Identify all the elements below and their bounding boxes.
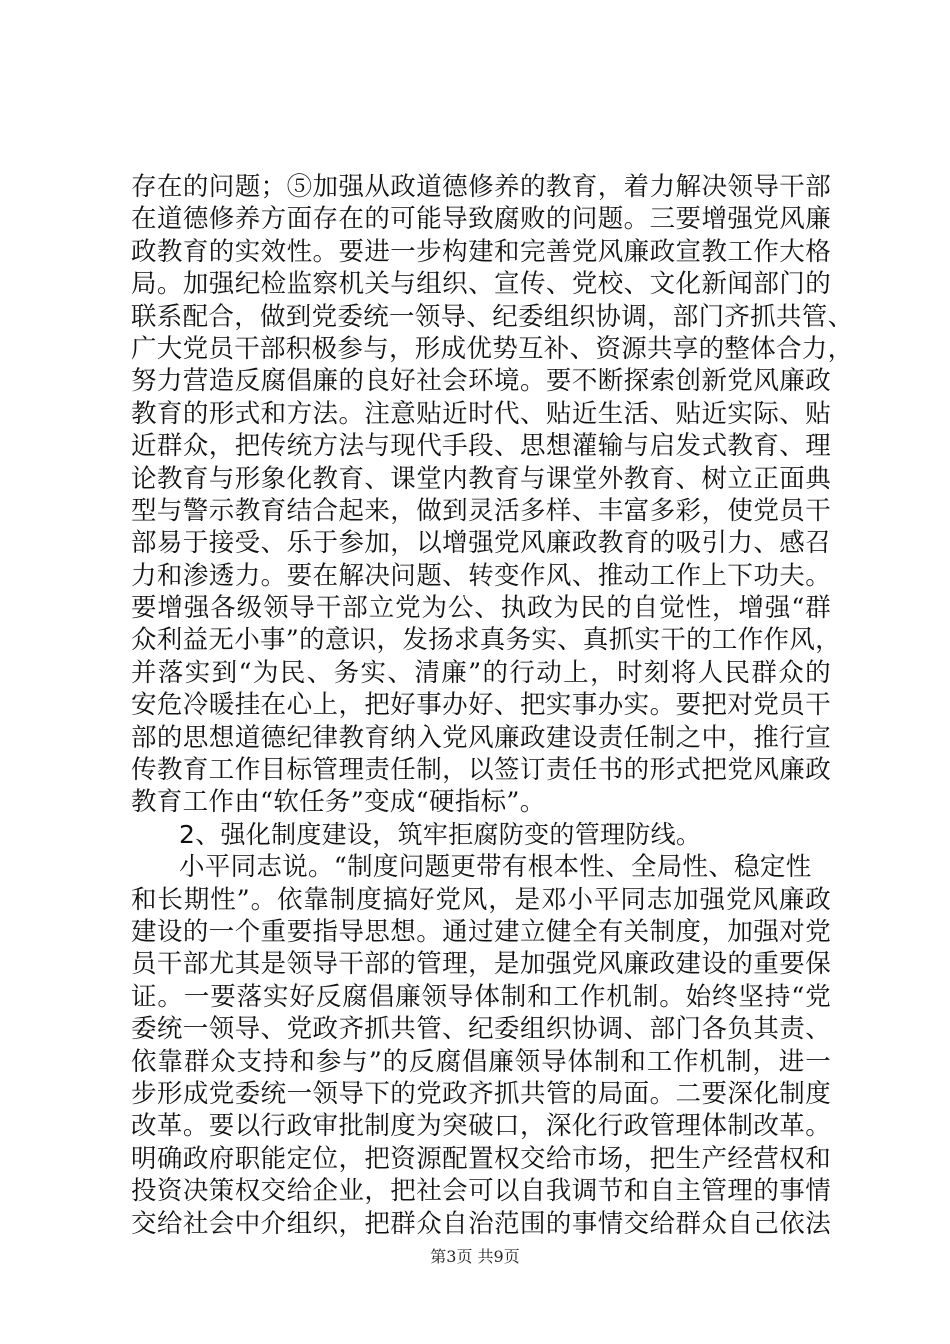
paragraph-line: 教育的形式和方法。注意贴近时代、贴近生活、贴近实际、贴 bbox=[131, 398, 831, 429]
paragraph-line: 传教育工作目标管理责任制，以签订责任书的形式把党风廉政 bbox=[131, 755, 831, 786]
paragraph-line: 努力营造反腐倡廉的良好社会环境。要不断探索创新党风廉政 bbox=[131, 366, 831, 397]
paragraph-line: 局。加强纪检监察机关与组织、宣传、党校、文化新闻部门的 bbox=[131, 269, 831, 300]
paragraph-line: 论教育与形象化教育、课堂内教育与课堂外教育、树立正面典 bbox=[131, 463, 831, 494]
paragraph-line: 依靠群众支持和参与”的反腐倡廉领导体制和工作机制，进一 bbox=[131, 1046, 831, 1077]
paragraph-line: 部易于接受、乐于参加，以增强党风廉政教育的吸引力、感召 bbox=[131, 528, 831, 559]
paragraph-line: 交给社会中介组织，把群众自治范围的事情交给群众自己依法 bbox=[131, 1208, 831, 1239]
paragraph-line: 建设的一个重要指导思想。通过建立健全有关制度，加强对党 bbox=[131, 916, 831, 947]
page-footer: 第3页 共9页 bbox=[430, 1247, 520, 1266]
paragraph-line: 委统一领导、党政齐抓共管、纪委组织协调、部门各负其责、 bbox=[131, 1014, 831, 1045]
paragraph-line: 联系配合，做到党委统一领导、纪委组织协调，部门齐抓共管、 bbox=[131, 301, 854, 332]
section-heading: 2、强化制度建设，筑牢拒腐防变的管理防线。 bbox=[179, 819, 702, 849]
paragraph-line: 在道德修养方面存在的可能导致腐败的问题。三要增强党风廉 bbox=[131, 204, 831, 235]
paragraph-line: 证。一要落实好反腐倡廉领导体制和工作机制。始终坚持“党 bbox=[131, 981, 831, 1012]
paragraph-line: 投资决策权交给企业，把社会可以自我调节和自主管理的事情 bbox=[131, 1176, 831, 1207]
paragraph-line: 型与警示教育结合起来，做到灵活多样、丰富多彩，使党员干 bbox=[131, 495, 831, 526]
body-text bbox=[131, 171, 854, 1240]
paragraph-line: 安危冷暖挂在心上，把好事办好、把实事办实。要把对党员干 bbox=[131, 690, 831, 721]
paragraph-line: 部的思想道德纪律教育纳入党风廉政建设责任制之中，推行宣 bbox=[131, 722, 831, 753]
paragraph-line: 政教育的实效性。要进一步构建和完善党风廉政宣教工作大格 bbox=[131, 236, 831, 267]
paragraph-line: 步形成党委统一领导下的党政齐抓共管的局面。二要深化制度 bbox=[131, 1078, 831, 1109]
paragraph-line: 教育工作由“软任务”变成“硬指标”。 bbox=[131, 787, 546, 818]
paragraph-line: 存在的问题；⑤加强从政道德修养的教育，着力解决领导干部 bbox=[131, 172, 831, 202]
paragraph-line: 力和渗透力。要在解决问题、转变作风、推动工作上下功夫。 bbox=[131, 560, 831, 591]
paragraph-line: 明确政府职能定位，把资源配置权交给市场，把生产经营权和 bbox=[131, 1143, 831, 1174]
paragraph-line: 和长期性”。依靠制度搞好党风，是邓小平同志加强党风廉政 bbox=[131, 884, 831, 915]
paragraph-line: 小平同志说。“制度问题更带有根本性、全局性、稳定性 bbox=[179, 852, 812, 883]
paragraph-line: 众利益无小事”的意识，发扬求真务实、真抓实干的工作作风， bbox=[131, 625, 841, 656]
paragraph-line: 并落实到“为民、务实、清廉”的行动上，时刻将人民群众的 bbox=[131, 657, 831, 688]
paragraph-line: 员干部尤其是领导干部的管理，是加强党风廉政建设的重要保 bbox=[131, 949, 831, 980]
paragraph-line: 要增强各级领导干部立党为公、执政为民的自觉性，增强“群 bbox=[131, 593, 831, 624]
paragraph-line: 改革。要以行政审批制度为突破口，深化行政管理体制改革。 bbox=[131, 1111, 831, 1142]
paragraph-line: 近群众，把传统方法与现代手段、思想灌输与启发式教育、理 bbox=[131, 431, 831, 462]
paragraph-line: 广大党员干部积极参与，形成优势互补、资源共享的整体合力， bbox=[131, 333, 854, 364]
